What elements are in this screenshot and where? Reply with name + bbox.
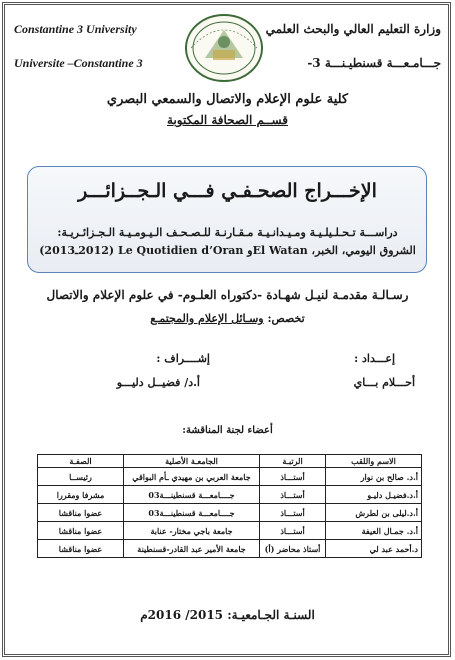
department-name: قســم الصحافة المكتوبة [167,113,288,127]
table-row [38,504,422,522]
member-name: أ.د.فضيـل دليـو [326,486,422,504]
committee-header-row [38,455,422,468]
thesis-title: الإخـــراج الصحـفـي فـــي الـجــزائـــر [78,180,377,202]
header-role: الصفـة [38,455,124,468]
faculty-name: كلية علوم الإعلام والاتصال والسمعي البصري [106,92,349,107]
member-rank: أستاذ محاضر (أ) [260,540,326,558]
member-role: عضوا مناقشا [38,522,124,540]
supervisor-label: إشــــراف : [156,352,210,365]
member-university: جــــامعـــة قسنطينـــة03 [124,486,260,504]
university-name-fr: Universite –Constantine 3 [14,56,143,70]
degree-line: رسـالـة مقدمـة لنيـل شهـادة -دكتوراه العلـوم- في علوم الإعلام والاتصال [46,288,409,302]
member-role: عضوا مناقشا [38,504,124,522]
member-rank: أستـــاذ [260,468,326,486]
specialty [0,312,455,325]
member-role: عضوا مناقشا [38,540,124,558]
table-row [38,522,422,540]
university-logo [183,12,265,84]
committee-title: أعضاء لجنة المناقشة: [182,425,273,436]
header-rank: الرتبـة [260,455,326,468]
header-name: الاسم واللقب [326,455,422,468]
member-university: جامعة العربي بن مهيدي ـأم البواقي [124,468,260,486]
member-role: رئيســا [38,468,124,486]
academic-year: السنـة الجـامعيـة: 2015/ 2016م [140,608,315,622]
member-rank: أستـــاذ [260,522,326,540]
member-rank: أستـــاذ [260,486,326,504]
supervisor-name: أ.د/ فضيــل دليـــو [116,376,200,389]
member-role: مشرفا ومقررا [38,486,124,504]
thesis-newspapers: الشروق اليومي، الخبر، El Watanو Le Quotidien d’Oran (2012ـ2013) [39,244,416,257]
member-university: جامعة الأمير عبد القادر-قسنطينة [124,540,260,558]
committee-table [37,454,422,558]
member-university: جــــامعـــة قسنطينـــة03 [124,504,260,522]
table-row [38,486,422,504]
member-name: د.أحمد عبد لي [326,540,422,558]
ministry-name: وزارة التعليم العالي والبحث العلمي [265,22,441,36]
university-name-en: Constantine 3 University [14,22,137,36]
member-university: جامعة باجي مختار- عنابة [124,522,260,540]
thesis-subtitle: دراســـة تـحـلـيلـيـة ومـيـدانـيـة مـقـارنـة للـصـحـف الـيـومـيـة الـجـزائـريـة: [57,226,398,239]
header-university: الجامعـة الأصلية [124,455,260,468]
member-name: أ.د.ليلى بن لطرش [326,504,422,522]
table-row [38,468,422,486]
member-rank: أستـــاذ [260,504,326,522]
specialty-label: تخصص: [267,312,305,325]
prepared-label: إعـــداد : [354,352,395,365]
table-row [38,540,422,558]
member-name: أ.د. صالح بن نوار [326,468,422,486]
university-name-ar: جـــامـعـــة قسنطيـنـــة 3- [307,56,441,70]
specialty-value: وسـائل الإعلام والمجتمـع [150,312,264,325]
prepared-name: أحـــلام بـــاي [353,376,415,389]
member-name: أ.د. جمـال العيفة [326,522,422,540]
